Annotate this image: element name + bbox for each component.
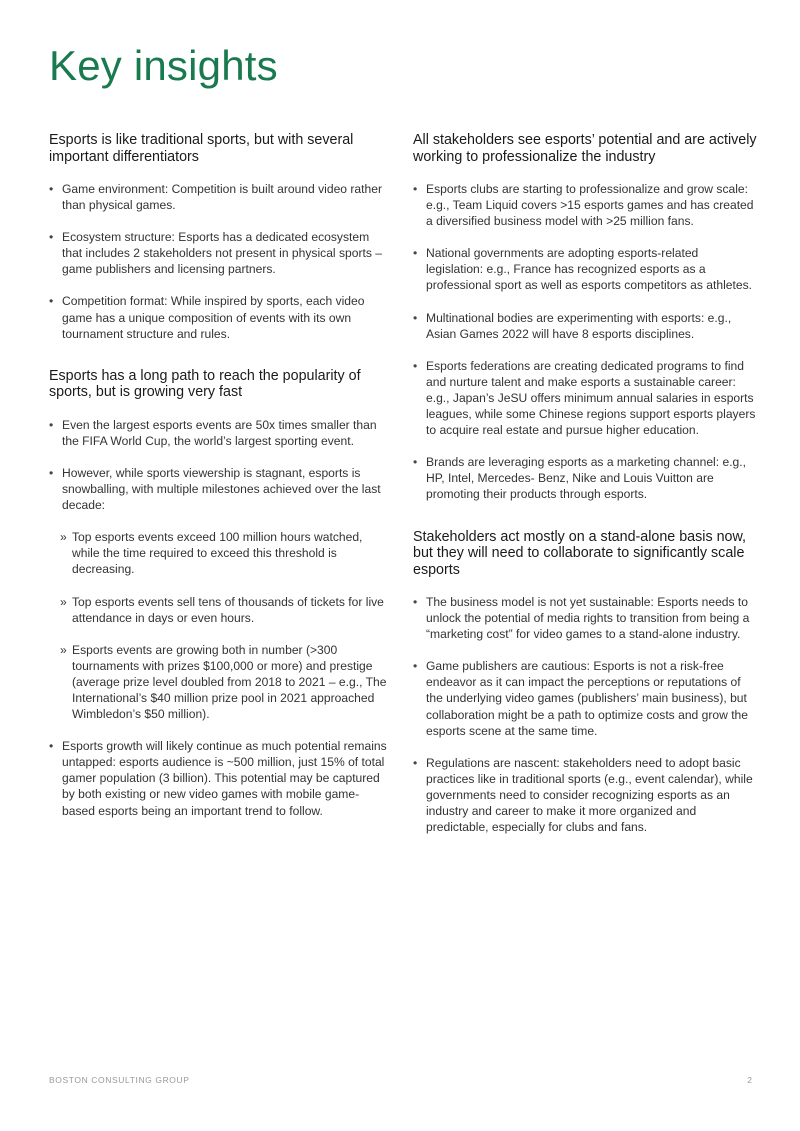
bullet-item [413, 658, 758, 738]
section-heading: All stakeholders see esports’ potential and are actively working to professionalize the industry [413, 132, 757, 165]
bullet-text: Game publishers are cautious: Esports is not a risk-free endeavor as it can impact the perceptions or reputations of the underlying video games (publishers’ main business), but collaboration might be a path to optimize costs and grow the esports scene at the same time. [426, 659, 749, 738]
bullet-list [49, 181, 389, 342]
sub-bullet-item [62, 594, 389, 626]
section-heading: Esports has a long path to reach the popularity of sports, but is growing very fast [49, 367, 361, 401]
section [413, 529, 758, 836]
page-number: 2 [747, 1075, 752, 1085]
bullet-text: Game environment: Competition is built around video rather than physical games. [62, 182, 382, 213]
bullet-item [413, 181, 758, 229]
bullet-text: Competition format: While inspired by sports, each video game has a unique composition of events with its own tournament structure and rules. [62, 294, 365, 341]
bullet-item [413, 454, 758, 502]
bullet-text: Even the largest esports events are 50x times smaller than the FIFA World Cup, the world’s largest sporting event. [62, 417, 377, 448]
bullet-item [49, 417, 389, 449]
bullet-text: Esports federations are creating dedicated programs to find and nurture talent and make esports a sustainable career: e.g., Japan’s JeSU offers minimum annual salaries in esports leagues, while some Chinese regions support esports players to acquire real estate and pursue higher education. [426, 358, 756, 438]
bullet-text: Brands are leveraging esports as a marketing channel: e.g., HP, Intel, Mercedes- Benz, Nike and Louis Vuitton are promoting their products through esports. [426, 455, 746, 502]
left-column [49, 132, 389, 845]
sub-bullet-item [62, 529, 389, 577]
sub-bullet-text: Top esports events exceed 100 million hours watched, while the time required to exceed this threshold is decreasing. [72, 530, 363, 577]
bullet-list [49, 417, 389, 819]
bullet-text: Multinational bodies are experimenting with esports: e.g., Asian Games 2022 will have 8 esports disciplines. [426, 310, 732, 341]
bullet-text: The business model is not yet sustainable: Esports needs to unlock the potential of media rights to transition from being a “marketing cost” for video games to a stand-alone industry. [426, 595, 750, 642]
sub-bullet-item [62, 642, 389, 722]
sub-bullet-text: Top esports events sell tens of thousands of tickets for live attendance in days or even hours. [72, 594, 384, 625]
section-heading: Stakeholders act mostly on a stand-alone basis now, but they will need to collaborate to significantly scale esports [413, 528, 746, 578]
bullet-item [413, 594, 758, 642]
bullet-item [49, 738, 389, 818]
section [49, 132, 389, 342]
sub-bullet-list [62, 529, 389, 722]
bullet-item [413, 245, 758, 293]
bullet-text: National governments are adopting esports-related legislation: e.g., France has recognized esports as a professional sport as well as esports competitors as athletes. [426, 246, 753, 293]
section-heading: Esports is like traditional sports, but with several important differentiators [49, 132, 354, 165]
bullet-item [413, 358, 758, 438]
bullet-text: However, while sports viewership is stagnant, esports is snowballing, with multiple milestones achieved over the last decade: [62, 465, 381, 513]
bullet-item [413, 755, 758, 835]
sub-bullet-marker: » [60, 530, 67, 545]
right-column [413, 132, 758, 861]
bullet-list [413, 594, 758, 835]
bullet-item [413, 310, 758, 342]
bullet-item [49, 229, 389, 277]
bullet-item [49, 465, 389, 722]
bullet-text: Esports growth will likely continue as much potential remains untapped: esports audience is ~500 million, just 15% of total gamer population (3 billion). This potential may be captured by both existing or new video games with mobile game-based esports being an important trend to follow. [62, 739, 387, 818]
bullet-list [413, 181, 758, 503]
sub-bullet-marker: » [60, 594, 67, 609]
bullet-item [49, 293, 389, 341]
page-title: Key insights [49, 42, 278, 89]
bullet-text: Ecosystem structure: Esports has a dedicated ecosystem that includes 2 stakeholders not present in physical sports – game publishers and licensing partners. [62, 230, 382, 277]
section [49, 368, 389, 819]
bullet-text: Regulations are nascent: stakeholders need to adopt basic practices like in traditional sports (e.g., event calendar), while governments need to consider recognizing esports as an industry and career to make it more organized and predictable, especially for clubs and fans. [426, 755, 753, 835]
sub-bullet-marker: » [60, 642, 67, 657]
footer-organization: BOSTON CONSULTING GROUP [49, 1075, 190, 1085]
bullet-text: Esports clubs are starting to professionalize and grow scale: e.g., Team Liquid covers >15 esports games and has created a diversified business model with >25 million fans. [426, 182, 754, 229]
section [413, 132, 758, 503]
bullet-item [49, 181, 389, 213]
sub-bullet-text: Esports events are growing both in number (>300 tournaments with prizes $100,000 or more) and prestige (average prize level doubled from 2018 to 2021 – e.g., The International’s $40 million prize pool in 2021 approached Wimbledon’s $50 million). [72, 642, 387, 722]
